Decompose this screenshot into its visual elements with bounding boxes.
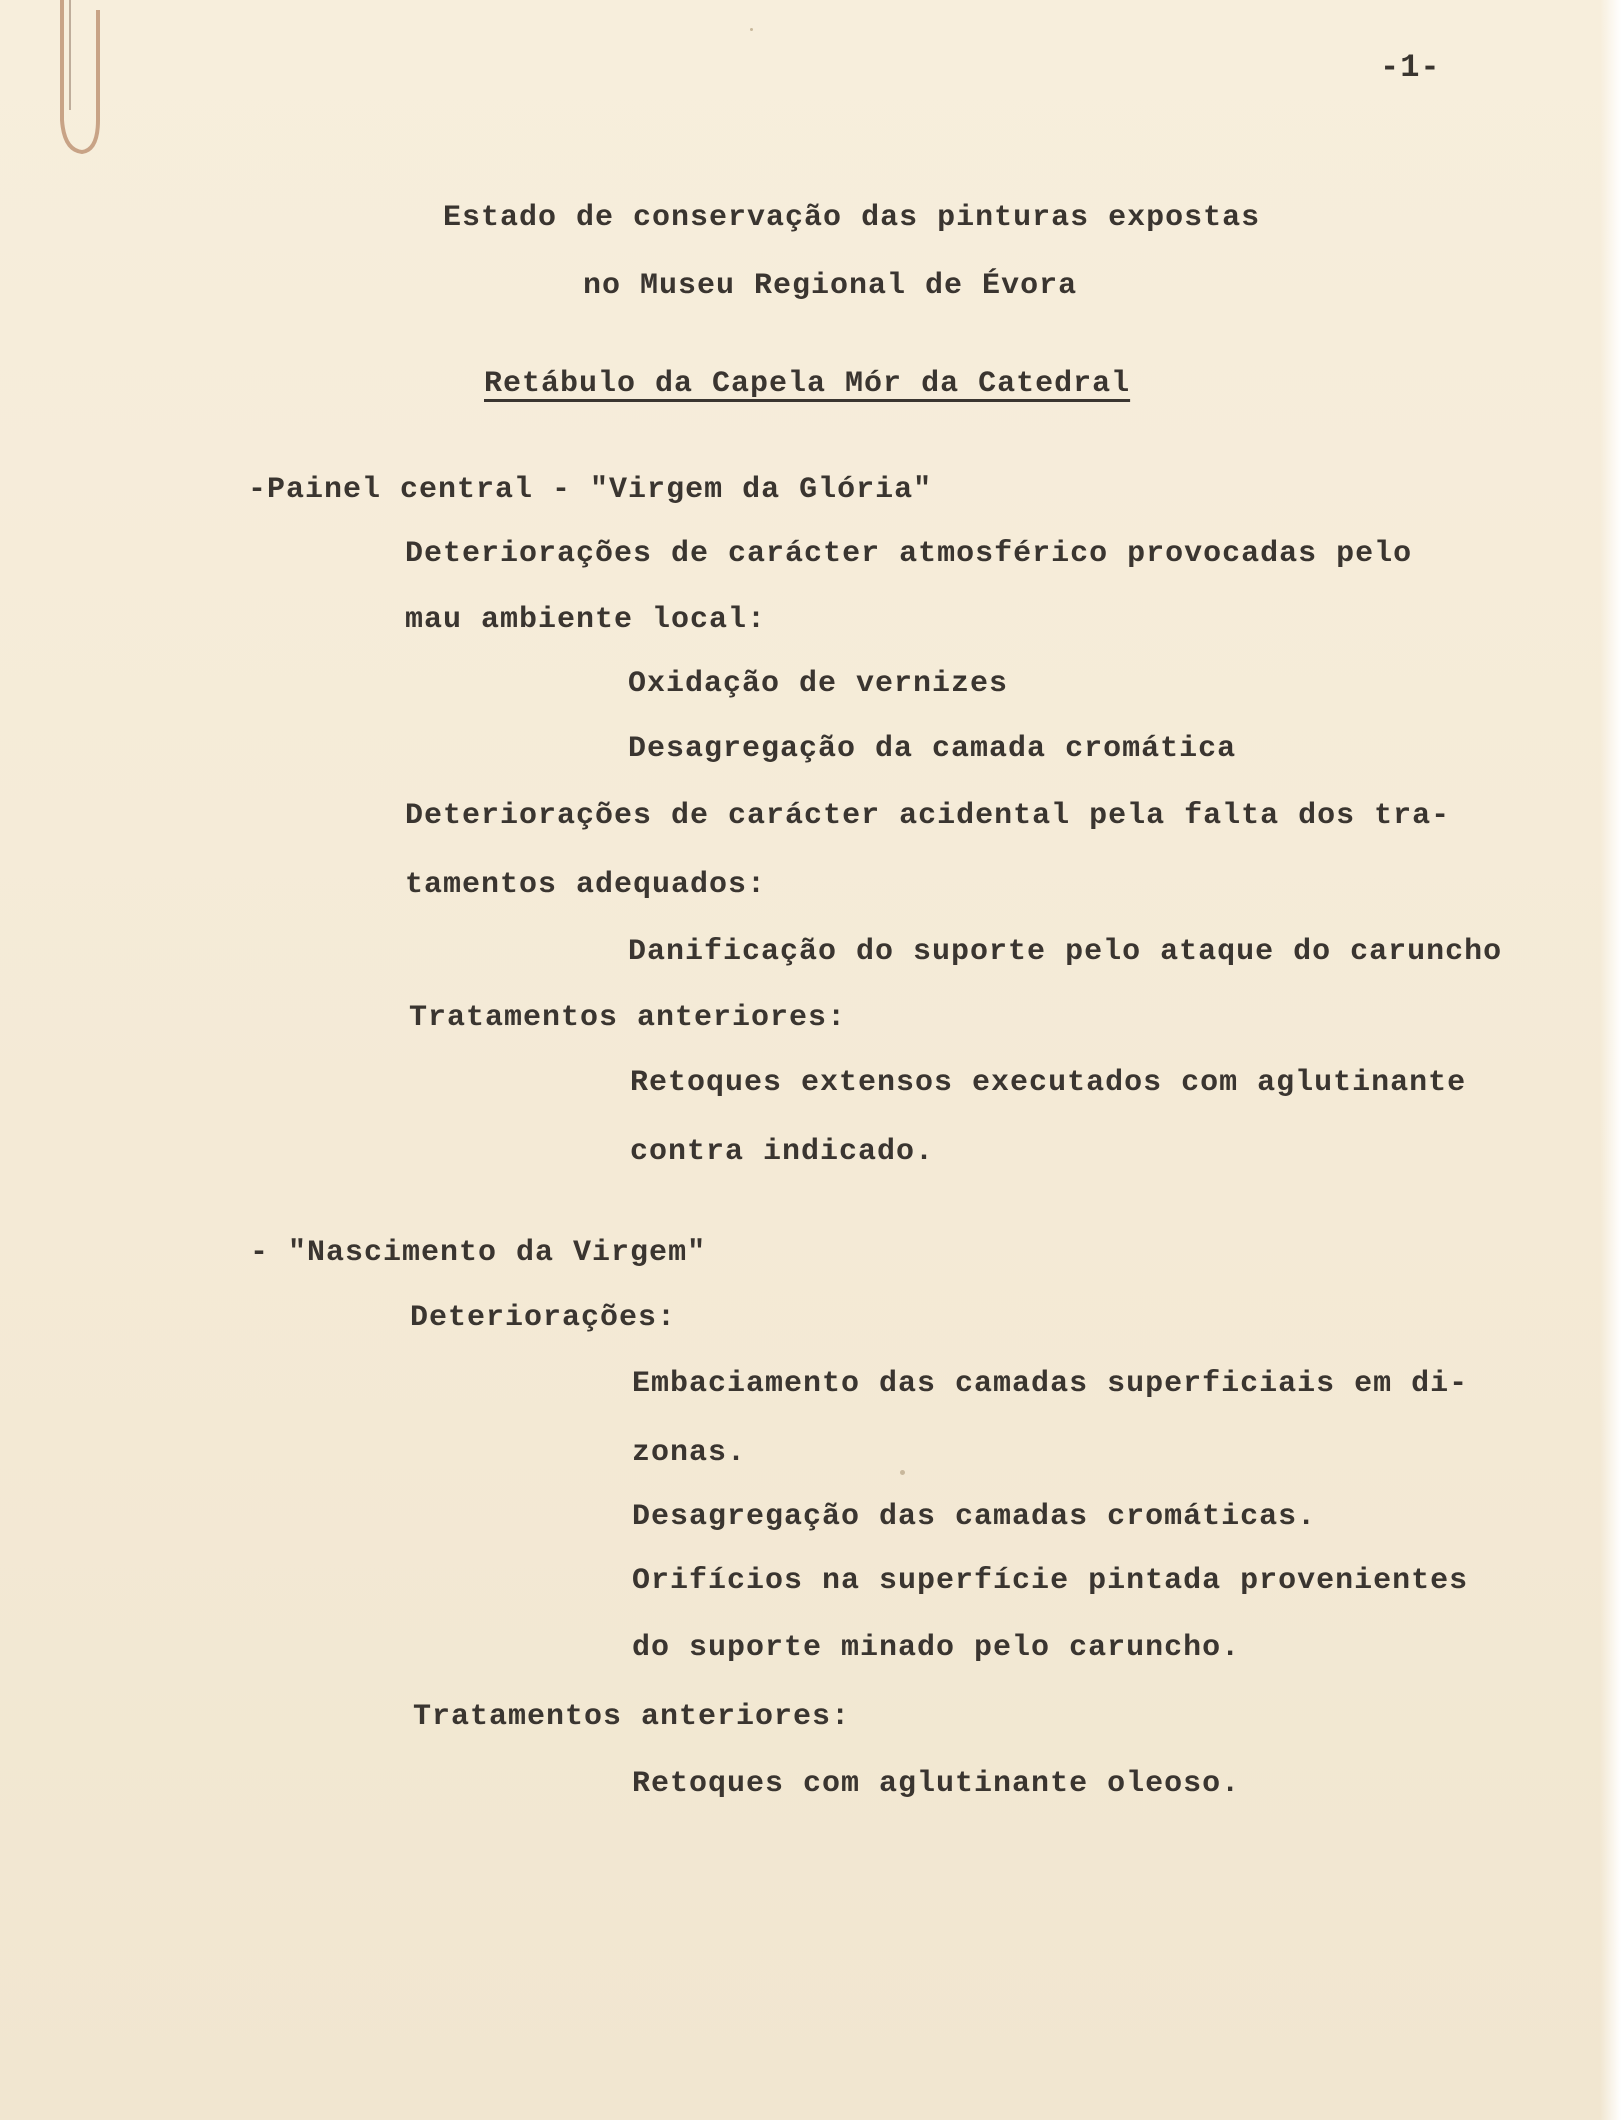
section-heading-nascimento: - "Nascimento da Virgem"	[250, 1236, 707, 1270]
section2-list-item: do suporte minado pelo caruncho.	[632, 1631, 1241, 1665]
section1-list-item: contra indicado.	[630, 1135, 935, 1169]
section1-text-line: mau ambiente local:	[405, 603, 767, 637]
section1-text-line: Deteriorações de carácter acidental pela falta dos tra-	[405, 799, 1451, 833]
paper-speck	[900, 1470, 905, 1475]
section1-list-item: Oxidação de vernizes	[628, 667, 1009, 701]
page-number: -1-	[1380, 49, 1441, 86]
section2-list-item: Retoques com aglutinante oleoso.	[632, 1767, 1241, 1801]
section1-text-line: Deteriorações de carácter atmosférico provocadas pelo	[405, 537, 1413, 571]
document-title-line-2: no Museu Regional de Évora	[583, 269, 1078, 303]
section1-list-item: Danificação do suporte pelo ataque do caruncho	[628, 935, 1503, 969]
document-subtitle: Retábulo da Capela Mór da Catedral	[484, 367, 1131, 401]
paper-speck	[750, 28, 753, 31]
section2-list-item: Embaciamento das camadas superficiais em di-	[632, 1367, 1469, 1401]
section1-text-line: tamentos adequados:	[405, 868, 767, 902]
section-heading-painel-central: -Painel central - "Virgem da Glória"	[248, 473, 933, 507]
section2-text-line: Tratamentos anteriores:	[413, 1700, 851, 1734]
section2-list-item: Orifícios na superfície pintada provenientes	[632, 1564, 1469, 1598]
section2-text-line: Deteriorações:	[410, 1301, 677, 1335]
section1-list-item: Retoques extensos executados com aglutinante	[630, 1066, 1467, 1100]
section2-list-item: Desagregação das camadas cromáticas.	[632, 1500, 1317, 1534]
section1-list-item: Desagregação da camada cromática	[628, 732, 1237, 766]
section1-text-line: Tratamentos anteriores:	[409, 1001, 847, 1035]
binder-clip-mark	[52, 0, 104, 165]
document-title-line-1: Estado de conservação das pinturas expostas	[443, 201, 1261, 235]
section2-list-item: zonas.	[632, 1436, 747, 1470]
scan-edge	[1600, 0, 1621, 2120]
